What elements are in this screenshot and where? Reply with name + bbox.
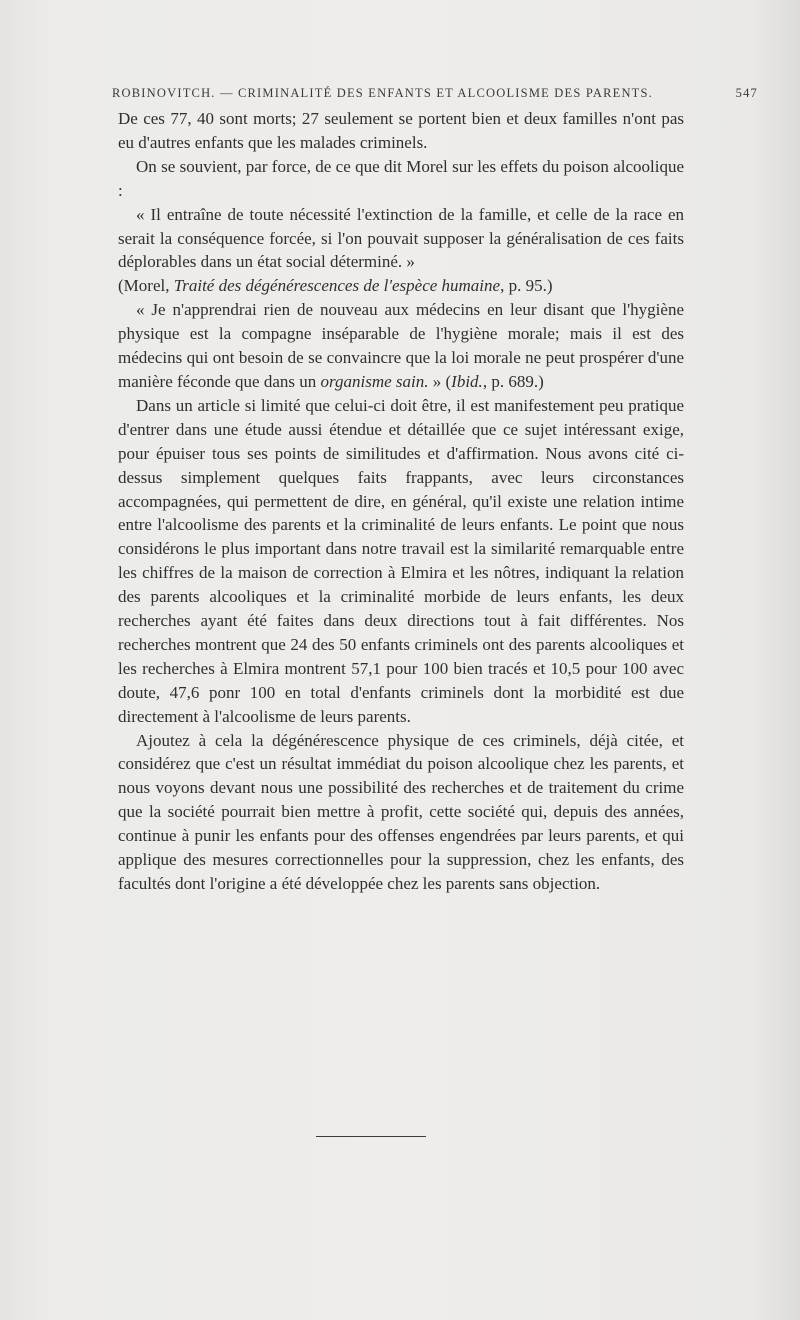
- paragraph-2: On se souvient, par force, de ce que dit Morel sur les effets du poison alcoolique :: [118, 156, 684, 200]
- page-number: 547: [735, 86, 758, 100]
- section-divider: [316, 1136, 426, 1137]
- citation-title: Traité des dégénérescences de l'espèce humaine: [173, 276, 501, 296]
- body-text: [118, 107, 684, 896]
- citation-close: , p. 95.): [500, 276, 553, 296]
- paragraph-6: Ajoutez à cela la dégénérescence physique de ces criminels, déjà citée, et considérez que c'est un résultat immédiat du poison alcoolique chez les parents, et nous voyons devant nous une possibilité des recherches et de traitement du crime que la société pourrait bien mettre à profit, cette société qui, depuis des années, continue à punir les enfants pour des offenses engendrées par leurs parents, et qui applique des mesures correctionnelles pour la suppression, chez les enfants, des facultés dont l'origine a été développée chez les parents sans objection.: [118, 730, 684, 893]
- citation-page: , p. 689.): [482, 371, 544, 391]
- quote-italic: organisme sain.: [320, 371, 429, 391]
- quote-text: « Je n'apprendrai rien de nouveau aux médecins en leur disant que l'hygiène physique est la compagne inséparable de l'hygiène morale; mais il est des médecins qui ont besoin de se convaincre que la loi morale ne peut prospérer d'une manière féconde que dans un: [118, 300, 684, 391]
- paragraph-4-quote: [118, 298, 684, 394]
- quote-text: « Il entraîne de toute nécessité l'extinction de la famille, et celle de la race en serait la conséquence forcée, si l'on pouvait supposer la généralisation de ces faits déplorables dans un état social déterminé. »: [118, 204, 684, 272]
- citation-ibid: Ibid.: [451, 371, 483, 391]
- paragraph-3-morel-quote: [118, 203, 684, 299]
- paragraph-5: Dans un article si limité que celui-ci doit être, il est manifestement peu pratique d'entrer dans une étude aussi étendue et détaillée que ce sujet intéressant exige, pour épuiser tous ses points de similitudes et d'affirmation. Nous avons cité ci-dessus simplement quelques faits frappants, avec leurs circonstances accompagnées, qui permettent de dire, en général, qu'il existe une relation intime entre l'alcoolisme des parents et la criminalité de leurs enfants. Le point que nous considérons le plus important dans notre travail est la similarité remarquable entre les chiffres de la maison de correction à Elmira et les nôtres, indiquant la relation des parents alcooliques et la criminalité morbide de leurs enfants, les deux recherches ayant été faites dans deux directions tout à fait différentes. Nos recherches montrent que 24 des 50 enfants criminels ont des parents alcooliques et les recherches à Elmira montrent 57,1 pour 100 bien tracés et 10,5 pour 100 avec doute, 47,6 ponr 100 en total d'enfants criminels dont la morbidité est due directement à l'alcoolisme de leurs parents.: [118, 395, 684, 726]
- citation-open: (Morel,: [118, 276, 174, 296]
- running-title: ROBINOVITCH. — CRIMINALITÉ DES ENFANTS ET ALCOOLISME DES PARENTS.: [112, 86, 653, 100]
- paragraph-1: De ces 77, 40 sont morts; 27 seulement se portent bien et deux familles n'ont pas eu d'autres enfants que les malades criminels.: [118, 109, 684, 152]
- quote-after: » (: [428, 371, 452, 391]
- running-header: [112, 86, 758, 101]
